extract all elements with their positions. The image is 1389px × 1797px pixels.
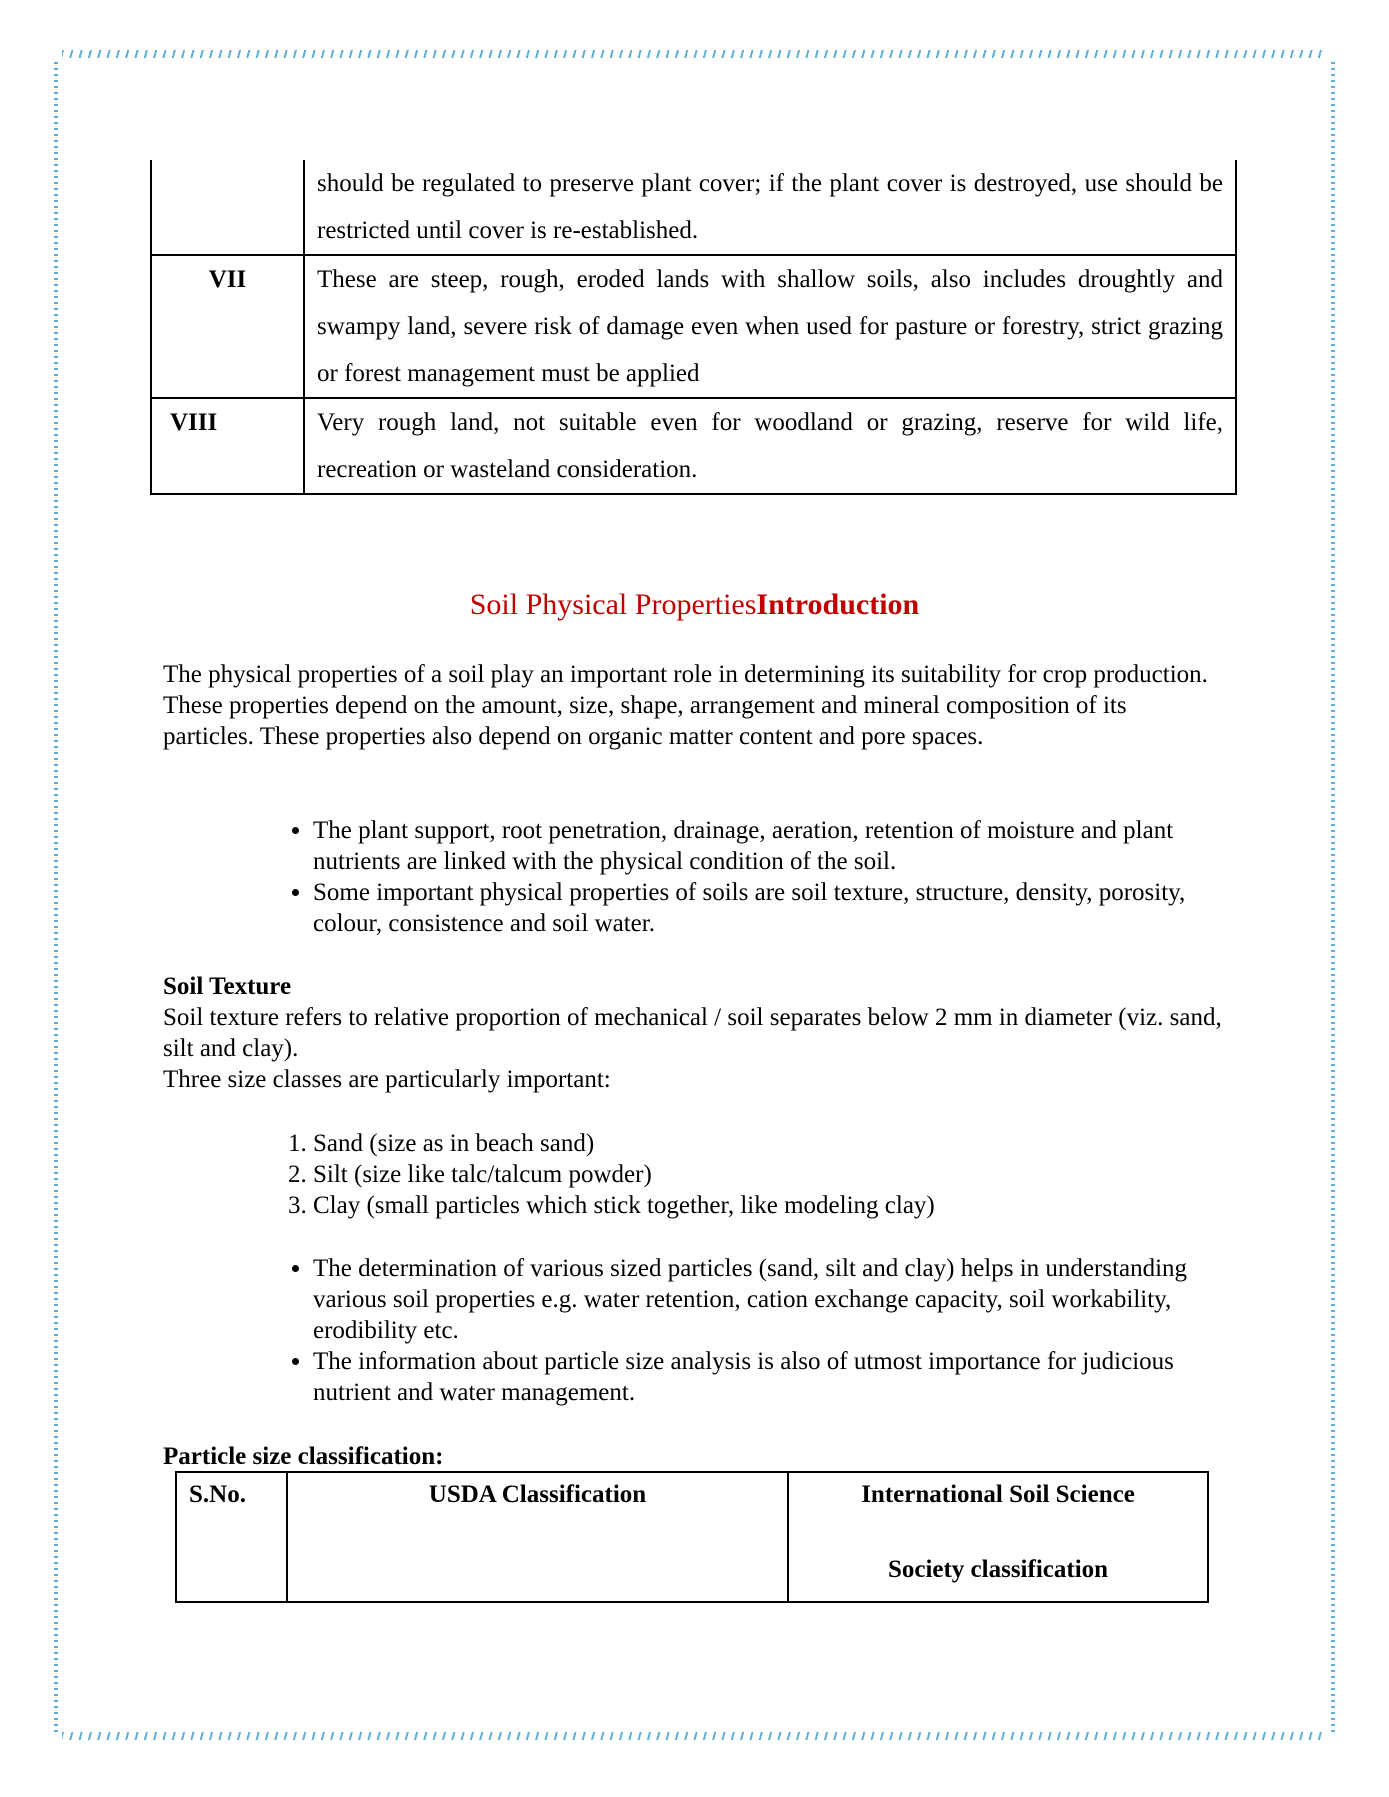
sno-header: S.No. xyxy=(176,1472,287,1602)
class-cell xyxy=(151,160,304,255)
intro-bullet-list xyxy=(268,815,1253,939)
isss-header xyxy=(788,1472,1208,1602)
page-border-right xyxy=(1331,62,1335,1734)
list-item: • Some important physical properties of soils are soil texture, structure, density, porosity, colour, consistence and soil water. xyxy=(313,877,1253,939)
particle-size-table xyxy=(175,1471,1209,1603)
land-capability-table xyxy=(150,160,1237,495)
intro-paragraph: The physical properties of a soil play an important role in determining its suitability for crop production. These properties depend on the amount, size, shape, arrangement and mineral composition of its particles. These properties also depend on organic matter content and pore spaces. xyxy=(163,661,1208,750)
isss-header-line2: Society classification xyxy=(887,1556,1109,1583)
page-border-left xyxy=(54,62,58,1734)
particle-size-heading: Particle size classification: xyxy=(163,1443,444,1470)
list-item: • The determination of various sized particles (sand, silt and clay) helps in understanding various soil properties e.g. water retention, cation exchange capacity, soil workability, erodibility etc. xyxy=(313,1253,1253,1346)
list-item: • The information about particle size analysis is also of utmost importance for judicious nutrient and water management. xyxy=(313,1346,1253,1408)
list-item: 1. Sand (size as in beach sand) xyxy=(313,1128,1253,1159)
table-row xyxy=(151,160,1236,255)
section-title-main: Soil Physical Properties xyxy=(469,588,757,621)
description-cell: Very rough land, not suitable even for woodland or grazing, reserve for wild life, recreation or wasteland consideration. xyxy=(304,398,1236,494)
table-row xyxy=(151,398,1236,494)
description-cell: These are steep, rough, eroded lands with shallow soils, also includes droughtly and swampy land, severe risk of damage even when used for pasture or forestry, strict grazing or forest management must be applied xyxy=(304,255,1236,398)
section-title-sub: Introduction xyxy=(756,588,920,621)
usda-header: USDA Classification xyxy=(287,1472,788,1602)
size-classes-list xyxy=(268,1128,1253,1221)
isss-header-line1: International Soil Science xyxy=(861,1481,1135,1508)
table-header-row xyxy=(176,1472,1208,1602)
section-title xyxy=(0,588,1389,622)
size-classes-intro: Three size classes are particularly important: xyxy=(163,1066,611,1093)
description-cell: should be regulated to preserve plant cover; if the plant cover is destroyed, use should be restricted until cover is re-established. xyxy=(304,160,1236,255)
list-item: • The plant support, root penetration, drainage, aeration, retention of moisture and plant nutrients are linked with the physical condition of the soil. xyxy=(313,815,1253,877)
page-border-bottom xyxy=(62,1732,1326,1740)
list-item: 2. Silt (size like talc/talcum powder) xyxy=(313,1159,1253,1190)
soil-texture-heading: Soil Texture xyxy=(163,973,292,1000)
class-cell: VII xyxy=(151,255,304,398)
table-row xyxy=(151,255,1236,398)
texture-bullet-list xyxy=(268,1253,1253,1408)
soil-texture-definition: Soil texture refers to relative proportion of mechanical / soil separates below 2 mm in diameter (viz. sand, silt and clay). xyxy=(163,1004,1222,1062)
list-item: 3. Clay (small particles which stick together, like modeling clay) xyxy=(313,1190,1253,1221)
page-border-top xyxy=(62,50,1326,58)
class-cell: VIII xyxy=(151,398,304,494)
